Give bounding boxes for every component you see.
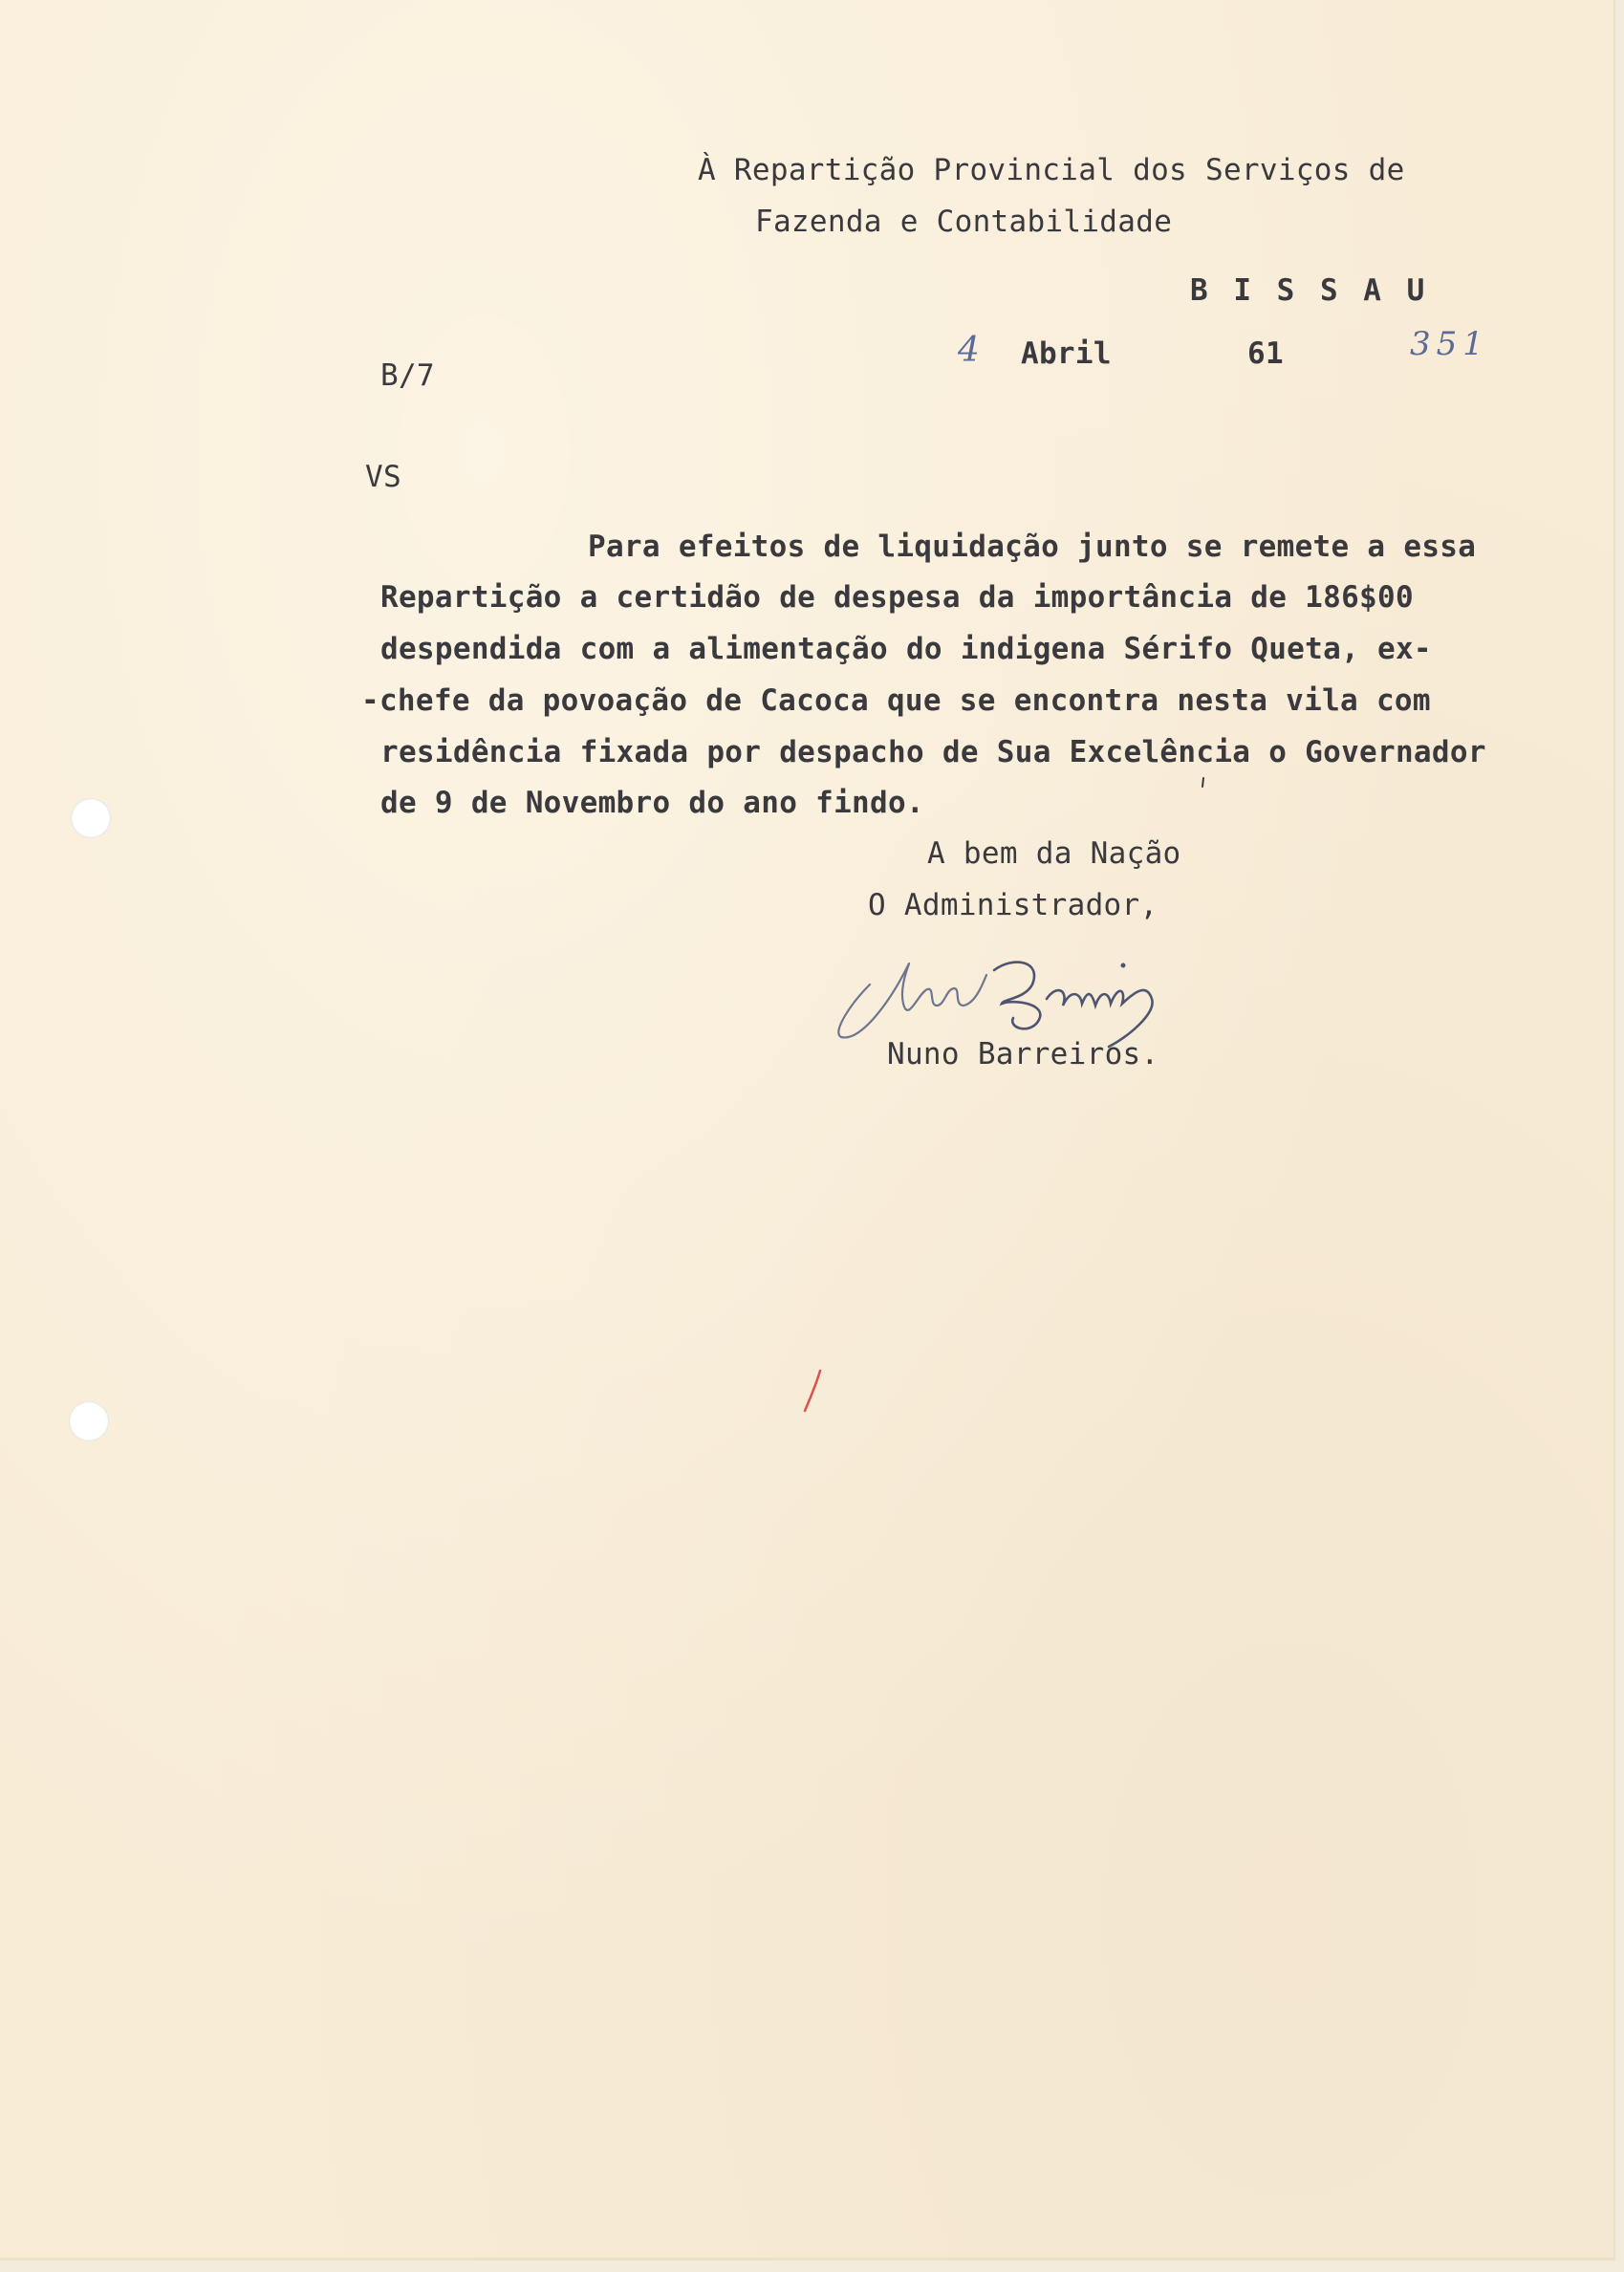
closing-line-1: A bem da Nação bbox=[927, 836, 1181, 871]
body-line: despendida com a alimentação do indigena Sérifo Queta, ex- bbox=[380, 632, 1432, 666]
place-name: B I S S A U bbox=[1190, 273, 1429, 308]
signatory-name: Nuno Barreiros. bbox=[887, 1037, 1159, 1071]
salutation: VS bbox=[365, 460, 401, 494]
body-line: Para efeitos de liquidação junto se remete a essa bbox=[588, 530, 1477, 564]
body-line: -chefe da povoação de Cacoca que se encontra nesta vila com bbox=[361, 683, 1431, 718]
date-month: Abril bbox=[1021, 336, 1112, 371]
red-pencil-mark bbox=[799, 1367, 828, 1415]
punch-hole-top bbox=[71, 798, 111, 838]
body-line: residência fixada por despacho de Sua Excelência o Governador bbox=[380, 735, 1486, 769]
addressee-line-1: À Repartição Provincial dos Serviços de bbox=[698, 153, 1405, 187]
body-line: Repartição a certidão de despesa da importância de 186$00 bbox=[380, 580, 1414, 615]
reference-code: B/7 bbox=[380, 358, 435, 393]
closing-line-2: O Administrador, bbox=[868, 888, 1158, 922]
document-number-handwritten: 351 bbox=[1410, 325, 1489, 363]
date-day-handwritten: 4 bbox=[958, 331, 980, 370]
stray-pen-mark bbox=[1199, 776, 1208, 790]
addressee-line-2: Fazenda e Contabilidade bbox=[755, 205, 1173, 239]
date-year: 61 bbox=[1247, 336, 1284, 371]
punch-hole-bottom bbox=[69, 1401, 109, 1441]
body-line: de 9 de Novembro do ano findo. bbox=[380, 786, 924, 820]
